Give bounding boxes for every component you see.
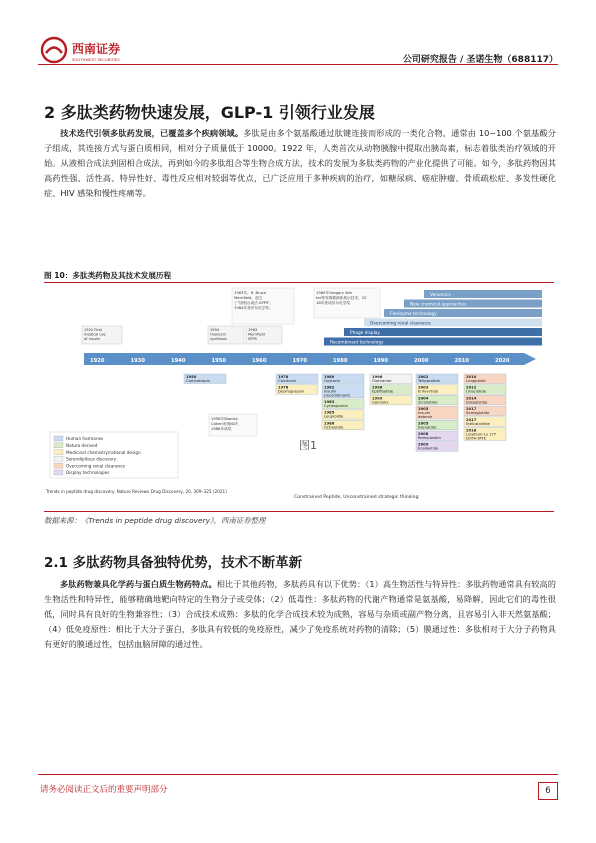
subsection-title: 2.1 多肽药物具备独特优势，技术不断革新 xyxy=(44,555,303,571)
decade-label: 1970 xyxy=(292,358,307,364)
drug-year: 1998 xyxy=(372,385,383,390)
figure-bottom-rule xyxy=(44,511,554,512)
figure-title: 图 10：多肽类药物及其技术发展历程 xyxy=(44,271,172,280)
drug-year: 2017 xyxy=(466,407,477,412)
drug-name: Insulin xyxy=(418,411,431,416)
drug-year: 1985 xyxy=(324,410,335,415)
top-note-text: 1963 xyxy=(248,328,258,332)
legend-label: Display technologies xyxy=(66,470,110,476)
drug-year: 1980 xyxy=(324,375,335,379)
chinese-note-text: 1986年诺奖 xyxy=(211,427,232,431)
drug-year: 2003 xyxy=(418,385,429,390)
drug-year: 2017 xyxy=(466,417,477,422)
chinese-note-text: 1985年Gregory Win xyxy=(316,291,353,295)
drug-year: 1986 xyxy=(324,421,335,426)
decade-label: 1990 xyxy=(373,358,388,364)
drug-year: 2002 xyxy=(418,375,429,379)
drug-name: Lutetium Lu 177 xyxy=(466,432,497,437)
drug-name: Eptifibatide xyxy=(372,389,394,394)
chinese-note-text: ter等发明噬菌体展示技术，20 xyxy=(316,296,367,300)
drug-year: 1999 xyxy=(372,396,383,401)
decade-label: 1940 xyxy=(171,358,186,364)
drug-name: Desmopressin xyxy=(278,389,305,394)
drug-name: Teriparatide xyxy=(418,379,440,383)
drug-name: Oxytocin xyxy=(324,379,341,383)
decade-label: 1930 xyxy=(130,358,145,364)
company-logo xyxy=(40,36,160,64)
drug-name: Ziconotide xyxy=(418,400,438,405)
top-note-text: Merrifield xyxy=(248,332,265,337)
section-paragraph xyxy=(44,126,556,201)
drug-name: Insulin xyxy=(324,389,337,394)
tech-bar-label: Phage display xyxy=(350,330,380,336)
top-note-text: medical use xyxy=(84,332,106,337)
top-note-text: of insulin xyxy=(84,337,101,341)
drug-name: Ganirelix xyxy=(372,400,389,405)
drug-name: Leuprolide xyxy=(324,414,344,419)
drug-boxes xyxy=(184,374,506,451)
drug-name: detemir xyxy=(418,414,433,419)
drug-name: Octreotide xyxy=(324,425,344,430)
drug-year: 2018 xyxy=(466,428,477,433)
report-label: 公司研究报告 / 圣诺生物（688117） xyxy=(402,55,558,65)
para-body: 多肽是由多个氨基酸通过肽键连接而形成的一类化合物，通常由 10~100 个氨基酸分子组成，其连接方式与蛋白质相同，相对分子质量低于 10000。1922 年，人类首次从动物胰腺中提取出胰岛素，标志着肽类治疗领域的开始。从液相合成法到固相合成法，再到如今的多肽组合等生物合成方法，技术的发展为多肽类药物的产业化提供了可能。如今，多肽药物因其高药性强、活性高、特异性好、毒性反应相对较弱等优点，已广泛应用于多种疾病的治疗，如糖尿病、癌症肿瘤、骨质疏松症、多发性硬化症、HIV 感染和慢性疼痛等。 xyxy=(44,128,556,198)
drug-name: Glatiramer xyxy=(372,379,392,383)
drug-year: 2004 xyxy=(418,396,429,401)
drug-name: Semaglutide xyxy=(466,411,490,416)
logo-text: 西南证券 xyxy=(72,42,121,56)
figure-top-rule xyxy=(44,282,554,283)
drug-year: 1983 xyxy=(324,399,335,404)
drug-name: DOTA-TATE xyxy=(466,436,486,441)
legend-swatch xyxy=(54,443,63,448)
legend-label: Serendipitous discovery xyxy=(66,456,117,462)
drug-year: 2014 xyxy=(466,396,477,401)
tech-bar-label: Overcoming renal clearance xyxy=(370,321,431,327)
drug-name: Dulaglutide xyxy=(466,400,488,405)
tech-bar-label: Flexizyme technology xyxy=(390,311,437,317)
chinese-note-text: Cohen发现NGF， xyxy=(211,422,242,426)
figure-caption-small: Trends in peptide drug discovery. Nature Reviews Drug Discovery, 20, 309–325 (2021) xyxy=(46,489,227,494)
tech-bar-label: Venomics xyxy=(430,292,451,298)
drug-year: 2008 xyxy=(418,432,429,436)
legend-swatch xyxy=(54,450,63,455)
drug-name: Enfuvirtide xyxy=(418,389,439,394)
para-body-2: 相比于其他药物，多肽药具有以下优势：（1）高生物活性与特异性：多肽药物通常具有较高的生物活性和特异性，能够精确地靶向特定的生物分子或受体；（2）低毒性：多肽药物的代谢产物通常是氨基酸，易降解，因此它们的毒性很低，同时具有良好的生物兼容性；（3）合成技术成熟：多肽的化学合成技术较为成熟，容易与杂质或副产物分离，且容易引入非天然氨基酸；（4）低免疫原性：相比于大分子蛋白，多肽具有较低的免疫原性，减少了免疫系统对药物的清除；（5）膜通过性：多肽相对于大分子药物具有更好的膜通过性，包括血脑屏障的通过性。 xyxy=(44,579,556,649)
chinese-note-text: 了"固相合成法-SPPS"， xyxy=(234,301,274,305)
logo-subtext: SOUTHWEST SECURITIES xyxy=(72,57,120,62)
decade-label: 1950 xyxy=(211,358,226,364)
chinese-note-text: 18年获诺贝尔化学奖 xyxy=(316,301,351,305)
drug-year: 1982 xyxy=(324,385,335,390)
figure-caption-bottom: Constrained Peptide, Unconstrained strategic thinking xyxy=(294,495,419,500)
decade-label: 1920 xyxy=(90,358,105,364)
drug-name: Cyclosporine xyxy=(324,403,348,408)
drug-year: 1978 xyxy=(278,385,289,390)
timeline-svg xyxy=(44,286,554,508)
decade-label: 1980 xyxy=(333,358,348,364)
drug-name: Linaclotide xyxy=(466,389,487,394)
footer-divider xyxy=(38,774,558,775)
drug-name: Exenatide xyxy=(418,425,437,430)
drug-year: 2012 xyxy=(466,385,477,390)
drug-year: 2005 xyxy=(418,421,429,426)
figure-caption-number: 图1 xyxy=(299,439,317,452)
top-note-text: synthesis xyxy=(210,337,227,341)
chinese-note-text: 1963年，R. Bruce xyxy=(234,291,267,295)
legend-swatch xyxy=(54,463,63,468)
para-lead-2: 多肽药物兼具化学药与蛋白质生物药特点。 xyxy=(60,579,217,589)
drug-year: 2005 xyxy=(418,407,429,412)
figure-source: 数据来源：《Trends in peptide drug discovery》，西南证券整理 xyxy=(44,516,266,525)
legend-label: Nature derived xyxy=(66,443,98,448)
chinese-note-text: 1984年获贝尔化学奖； xyxy=(234,306,273,310)
legend-swatch xyxy=(54,436,63,441)
drug-name: Etelcalcetide xyxy=(466,421,490,426)
drug-year: 2010 xyxy=(466,375,477,379)
legend-swatch xyxy=(54,456,63,461)
drug-year: 1996 xyxy=(372,375,383,379)
decade-label: 2020 xyxy=(495,358,510,364)
top-note-text: 1922 First xyxy=(84,328,102,332)
legend xyxy=(50,432,178,478)
chinese-note-text: Merrifield，创立 xyxy=(234,296,263,300)
section-title: 2 多肽类药物快速发展，GLP-1 引领行业发展 xyxy=(44,103,375,122)
page-number: 6 xyxy=(538,782,558,800)
drug-year: 1978 xyxy=(278,375,289,379)
tech-bar-label: New chemical approaches xyxy=(410,302,467,308)
header-divider xyxy=(38,64,558,65)
drug-name: Romiplostim xyxy=(418,436,441,440)
legend-swatch xyxy=(54,470,63,475)
legend-label: Overcoming renal clearance xyxy=(66,463,126,469)
decade-label: 2000 xyxy=(414,358,429,364)
top-note-text: Oxytocin xyxy=(210,332,226,337)
top-note-text: SPPS xyxy=(248,337,257,341)
para-lead: 技术迭代引领多肽药发展，已覆盖多个疾病领域。 xyxy=(60,128,244,138)
drug-year: 2009 xyxy=(418,442,429,447)
timeline-figure xyxy=(44,286,554,508)
drug-name: Corticotropin xyxy=(186,379,210,383)
chinese-note-text: 1956年Stanley xyxy=(211,417,238,421)
drug-name: Calcitonin xyxy=(278,379,297,383)
drug-name: (recombinant) xyxy=(324,393,351,398)
footer-disclaimer: 请务必阅读正文后的重要声明部分 xyxy=(40,785,168,795)
logo-ring-icon xyxy=(42,38,66,62)
drug-name: Liraglutide xyxy=(466,379,486,383)
top-note-text: 1954 xyxy=(210,328,220,332)
subsection-paragraph xyxy=(44,577,556,652)
legend-label: Medicinal chemistry/rational design xyxy=(66,449,141,455)
decade-label: 2010 xyxy=(454,358,469,364)
tech-bar-label: Recombinant technology xyxy=(330,340,384,346)
drug-year: 1950 xyxy=(186,375,197,379)
decade-label: 1960 xyxy=(252,358,267,364)
drug-name: Ecallantide xyxy=(418,446,439,451)
legend-label: Human hormones xyxy=(66,436,104,442)
